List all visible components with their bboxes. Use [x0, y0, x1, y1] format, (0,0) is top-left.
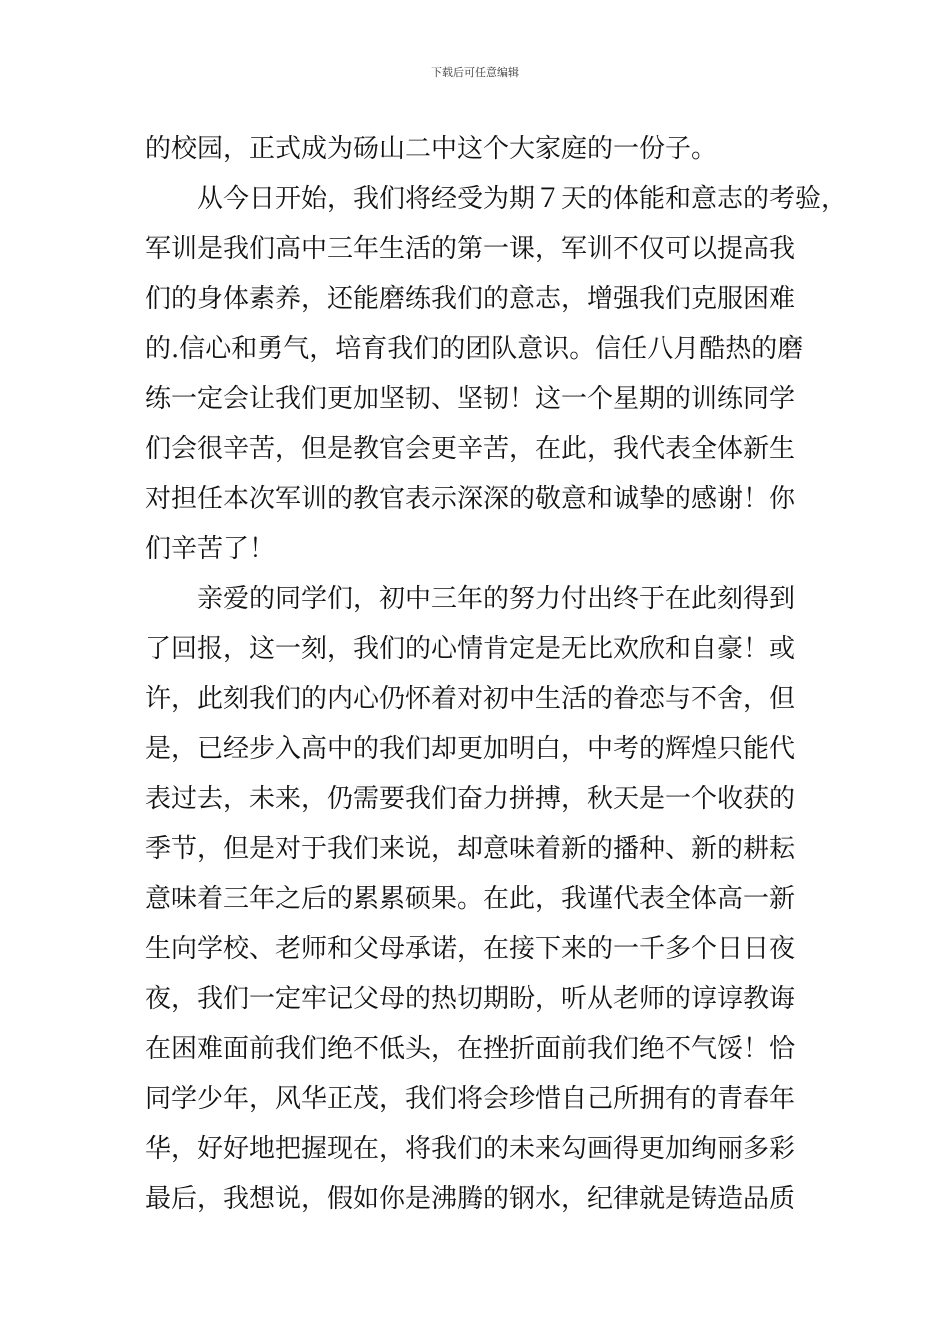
- text-line: 的.信心和勇气，培育我们的团队意识。信任八月酷热的磨: [145, 334, 804, 364]
- text-line: 同学少年，风华正茂，我们将会珍惜自己所拥有的青春年: [145, 1084, 796, 1114]
- text-line: 们的身体素养，还能磨练我们的意志，增强我们克服困难: [145, 284, 796, 314]
- text-line: 们会很辛苦，但是教官会更辛苦，在此，我代表全体新生: [145, 434, 796, 464]
- text-line: 生向学校、老师和父母承诺，在接下来的一千多个日日夜: [145, 934, 796, 964]
- body-text: [145, 124, 848, 1224]
- text-line: 在困难面前我们绝不低头，在挫折面前我们绝不气馁！恰: [145, 1034, 796, 1064]
- text-line: 的校园，正式成为砀山二中这个大家庭的一份子。: [145, 134, 718, 164]
- text-line: 意味着三年之后的累累硕果。在此，我谨代表全体高一新: [145, 884, 796, 914]
- text-line: 了回报，这一刻，我们的心情肯定是无比欢欣和自豪！或: [145, 634, 796, 664]
- text-line: 季节，但是对于我们来说，却意味着新的播种、新的耕耘: [145, 834, 796, 864]
- text-line: 亲爱的同学们，初中三年的努力付出终于在此刻得到: [197, 584, 796, 614]
- text-line: 表过去，未来，仍需要我们奋力拼搏，秋天是一个收获的: [145, 784, 796, 814]
- text-line: 对担任本次军训的教官表示深深的敬意和诚挚的感谢！你: [145, 484, 796, 514]
- text-line: 从今日开始，我们将经受为期７天的体能和意志的考验，: [197, 184, 848, 214]
- text-line: 华，好好地把握现在，将我们的未来勾画得更加绚丽多彩: [145, 1134, 796, 1164]
- text-line: 许，此刻我们的内心仍怀着对初中生活的眷恋与不舍，但: [145, 684, 796, 714]
- text-line: 是，已经步入高中的我们却更加明白，中考的辉煌只能代: [145, 734, 796, 764]
- text-line: 最后，我想说，假如你是沸腾的钢水，纪律就是铸造品质: [145, 1184, 796, 1214]
- page-header: 下载后可任意编辑: [431, 66, 519, 79]
- text-line: 练一定会让我们更加坚韧、坚韧！这一个星期的训练同学: [145, 384, 796, 414]
- text-line: 们辛苦了！: [145, 534, 276, 564]
- text-line: 军训是我们高中三年生活的第一课，军训不仅可以提高我: [145, 234, 796, 264]
- text-line: 夜，我们一定牢记父母的热切期盼，听从老师的谆谆教诲: [145, 984, 796, 1014]
